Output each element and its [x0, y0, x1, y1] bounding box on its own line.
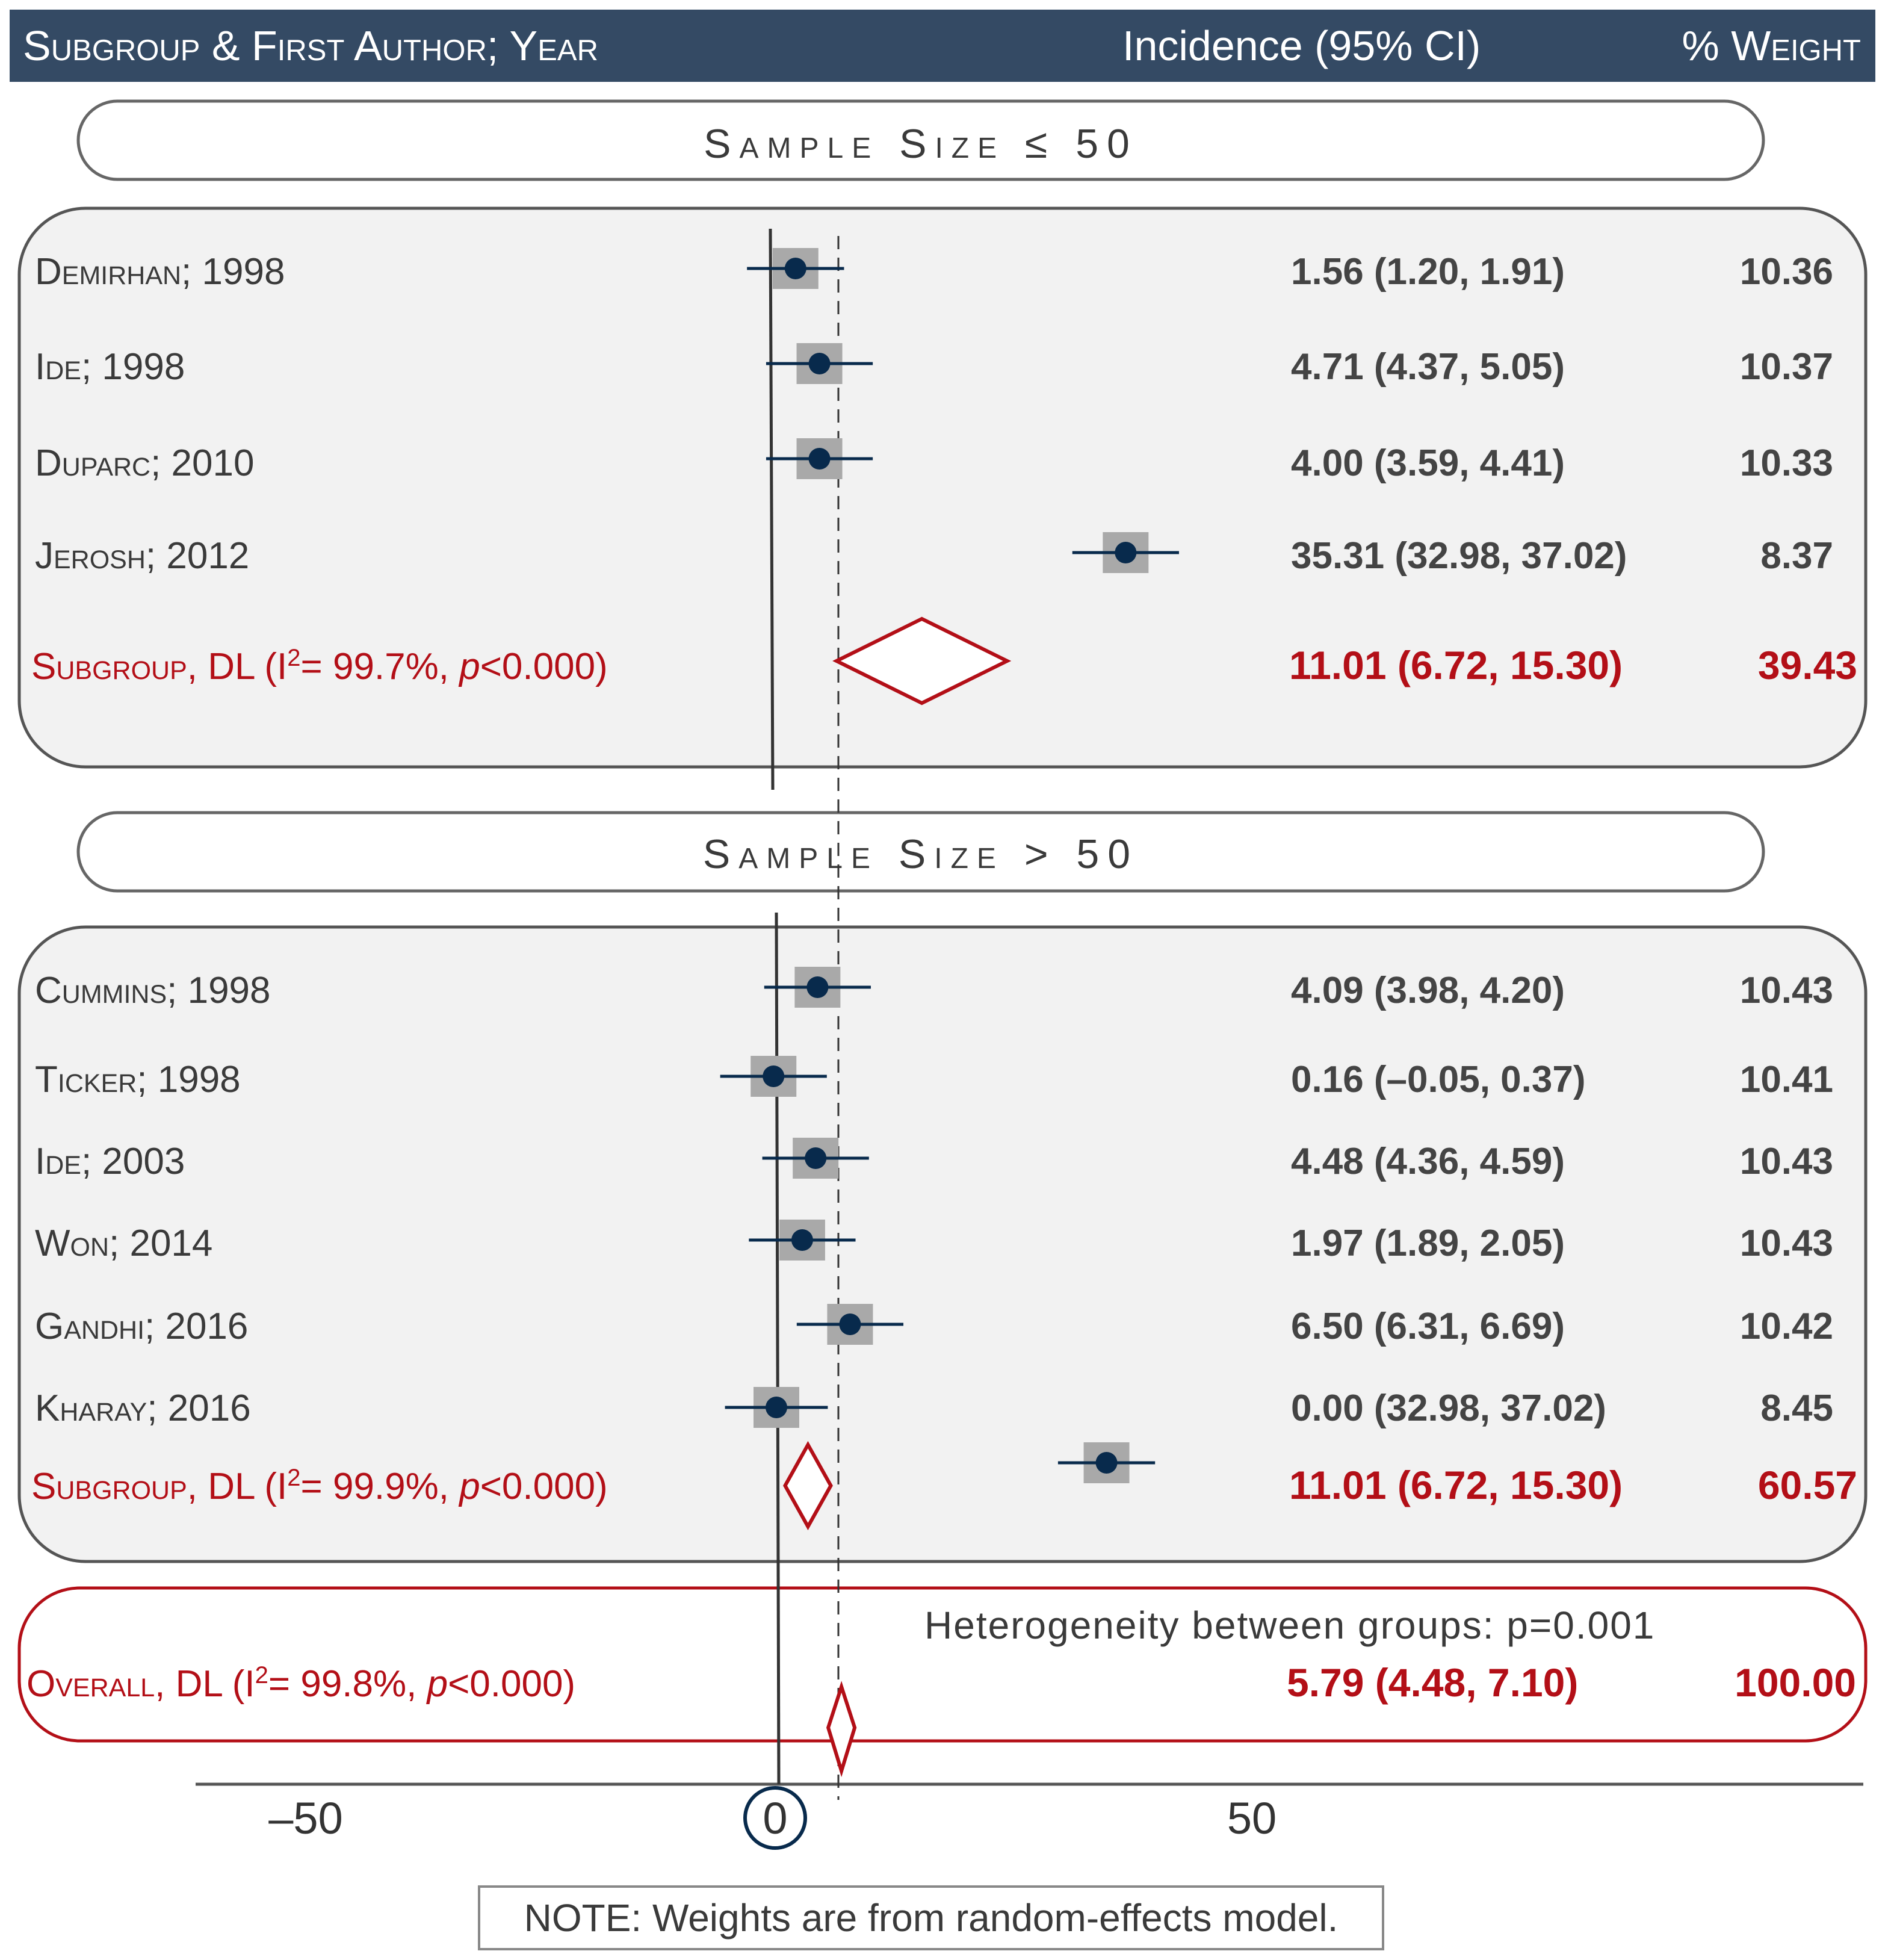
point-estimate [809, 353, 831, 374]
point-estimate [766, 1397, 787, 1418]
point-estimate [806, 976, 828, 998]
study-name: Duparc; 2010 [35, 442, 255, 484]
header-incidence-column: Incidence (95% CI) [1122, 22, 1481, 69]
study-estimate: 1.56 (1.20, 1.91) [1291, 251, 1565, 293]
study-estimate: 0.00 (32.98, 37.02) [1291, 1388, 1606, 1429]
study-estimate: 1.97 (1.89, 2.05) [1291, 1223, 1565, 1264]
study-name: Won; 2014 [35, 1223, 213, 1264]
overall-weight: 100.00 [1735, 1660, 1856, 1705]
point-estimate [805, 1147, 826, 1169]
study-estimate: 0.16 (–0.05, 0.37) [1291, 1059, 1586, 1100]
study-estimate: 4.71 (4.37, 5.05) [1291, 346, 1565, 388]
study-estimate: 6.50 (6.31, 6.69) [1291, 1306, 1565, 1347]
point-estimate [791, 1229, 813, 1251]
subgroup-weight: 39.43 [1757, 643, 1857, 687]
point-estimate [763, 1065, 784, 1087]
point-estimate [809, 448, 831, 470]
subgroup-label: Subgroup, DL ($I^2= 99.7\%$, p<0.000) [31, 645, 608, 687]
header-study-column: Subgroup & First Author; Year [23, 22, 598, 69]
point-estimate [1115, 542, 1136, 563]
group-2-label: Sample Size > 50 [702, 831, 1139, 877]
study-estimate: 4.00 (3.59, 4.41) [1291, 442, 1565, 484]
study-weight: 10.43 [1739, 970, 1833, 1011]
subgroup-estimate: 11.01 (6.72, 15.30) [1289, 643, 1623, 687]
study-weight: 10.43 [1739, 1141, 1833, 1182]
study-weight: 10.36 [1739, 251, 1833, 293]
study-weight: 10.41 [1739, 1059, 1833, 1100]
study-weight: 8.45 [1760, 1388, 1833, 1429]
study-estimate: 35.31 (32.98, 37.02) [1291, 535, 1627, 577]
study-weight: 10.33 [1739, 442, 1833, 484]
x-tick-label: 50 [1227, 1793, 1277, 1843]
study-name: Ide; 1998 [35, 346, 185, 388]
study-estimate: 4.48 (4.36, 4.59) [1291, 1141, 1565, 1182]
group-1-label: Sample Size ≤ 50 [704, 121, 1138, 167]
overall-label: Overall, DL ($I^2= 99.8\%$, p<0.000) [26, 1662, 576, 1705]
study-name: Gandhi; 2016 [35, 1306, 249, 1347]
point-estimate [839, 1313, 861, 1335]
study-name: Cummins; 1998 [35, 970, 271, 1011]
x-tick-label: –50 [268, 1793, 343, 1843]
subgroup-estimate: 11.01 (6.72, 15.30) [1289, 1463, 1623, 1507]
study-weight: 10.43 [1739, 1223, 1833, 1264]
study-estimate: 4.09 (3.98, 4.20) [1291, 970, 1565, 1011]
subgroup-weight: 60.57 [1757, 1463, 1857, 1507]
point-estimate [1096, 1452, 1118, 1474]
study-weight: 10.42 [1739, 1306, 1833, 1347]
point-estimate [785, 258, 806, 279]
subgroup-label: Subgroup, DL ($I^2= 99.9\%$, p<0.000) [31, 1465, 608, 1507]
study-name: Ide; 2003 [35, 1141, 185, 1182]
study-name: Kharay; 2016 [35, 1388, 251, 1429]
study-name: Jerosh; 2012 [35, 535, 250, 577]
note-text: NOTE: Weights are from random-effects model. [524, 1896, 1339, 1940]
study-name: Ticker; 1998 [35, 1059, 241, 1100]
study-weight: 10.37 [1739, 346, 1833, 388]
heterogeneity-text: Heterogeneity between groups: p=0.001 [924, 1604, 1656, 1647]
study-name: Demirhan; 1998 [35, 251, 285, 293]
study-weight: 8.37 [1760, 535, 1833, 577]
header-weight-column: % Weight [1682, 22, 1861, 69]
overall-estimate: 5.79 (4.48, 7.10) [1287, 1660, 1579, 1705]
x-tick-label: 0 [763, 1793, 788, 1843]
